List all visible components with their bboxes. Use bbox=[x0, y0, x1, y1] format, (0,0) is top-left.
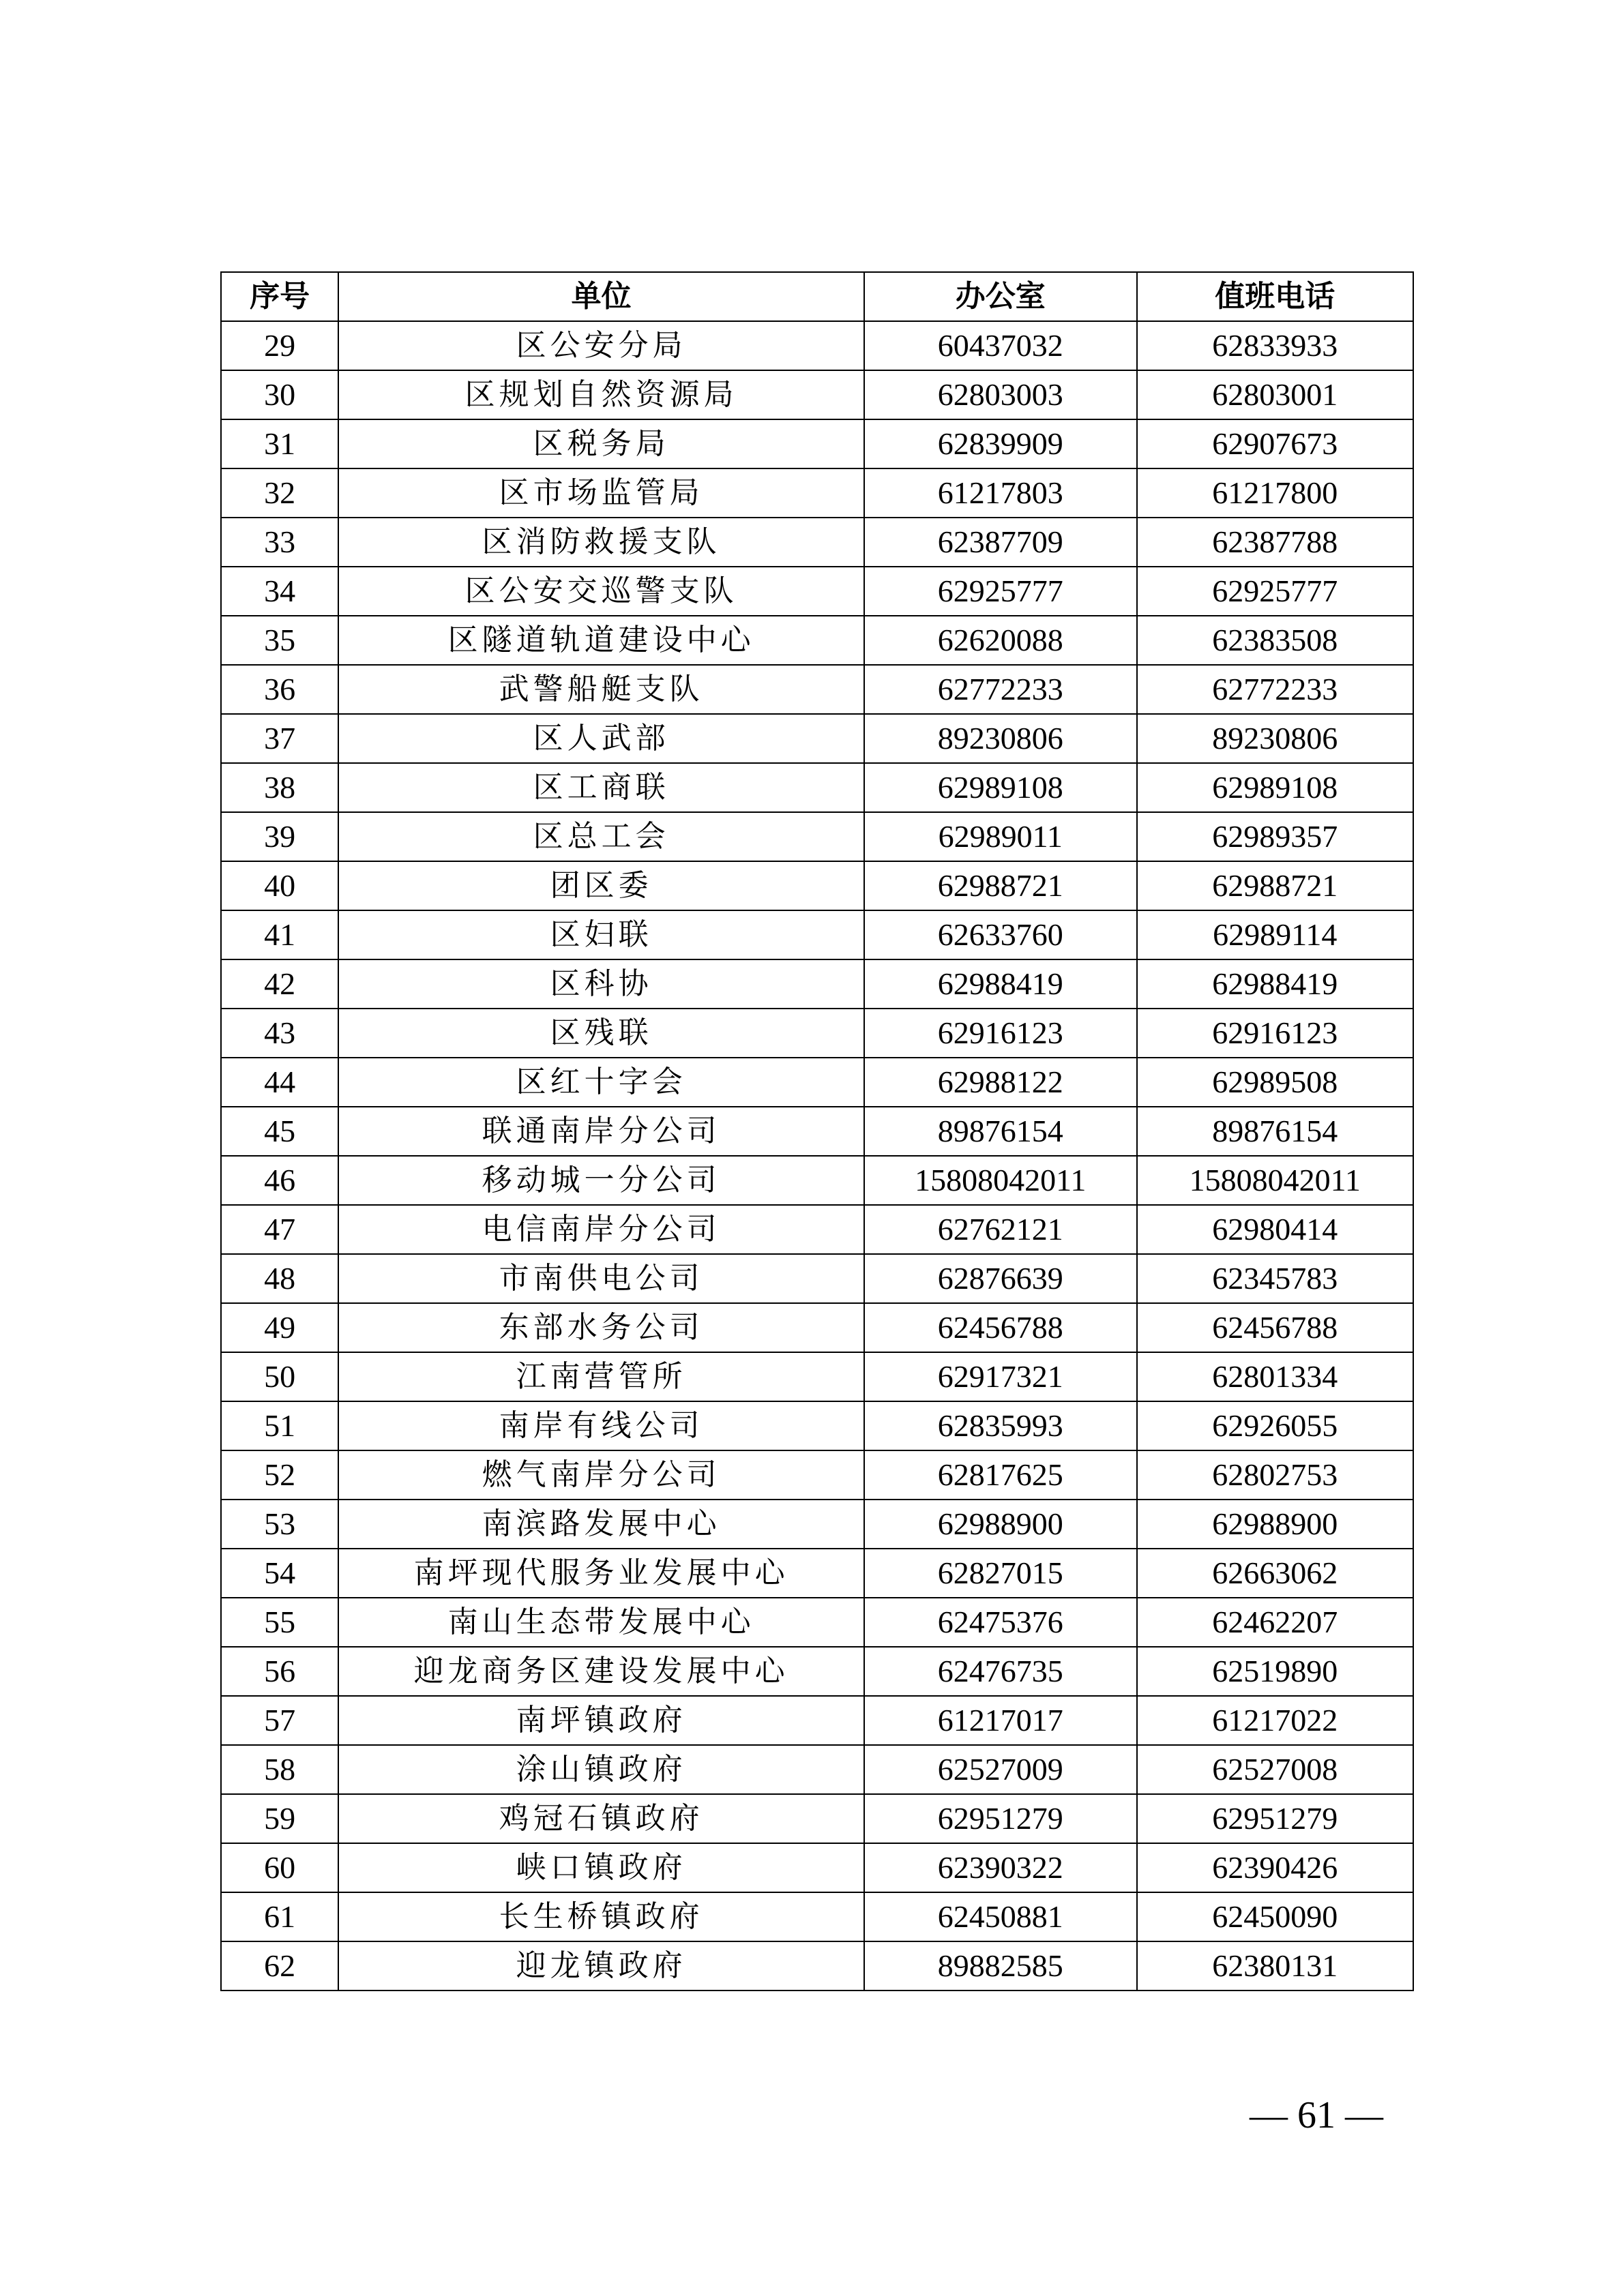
cell-duty-phone: 62833933 bbox=[1137, 321, 1413, 370]
cell-seq: 42 bbox=[221, 959, 338, 1009]
cell-unit: 迎龙镇政府 bbox=[338, 1941, 864, 1991]
cell-office-phone: 89876154 bbox=[864, 1107, 1136, 1156]
cell-office-phone: 62803003 bbox=[864, 370, 1136, 419]
cell-office-phone: 62839909 bbox=[864, 419, 1136, 468]
cell-unit: 长生桥镇政府 bbox=[338, 1892, 864, 1941]
cell-unit: 峡口镇政府 bbox=[338, 1843, 864, 1892]
cell-office-phone: 62476735 bbox=[864, 1647, 1136, 1696]
cell-seq: 33 bbox=[221, 518, 338, 567]
cell-office-phone: 62951279 bbox=[864, 1794, 1136, 1843]
cell-office-phone: 62835993 bbox=[864, 1401, 1136, 1450]
cell-office-phone: 62988721 bbox=[864, 861, 1136, 910]
cell-duty-phone: 62916123 bbox=[1137, 1009, 1413, 1058]
contact-table bbox=[220, 271, 1414, 1991]
cell-seq: 40 bbox=[221, 861, 338, 910]
table-row bbox=[221, 370, 1413, 419]
cell-seq: 61 bbox=[221, 1892, 338, 1941]
cell-duty-phone: 62989108 bbox=[1137, 763, 1413, 812]
table-row bbox=[221, 1009, 1413, 1058]
cell-seq: 58 bbox=[221, 1745, 338, 1794]
cell-unit: 区公安分局 bbox=[338, 321, 864, 370]
cell-unit: 涂山镇政府 bbox=[338, 1745, 864, 1794]
cell-seq: 30 bbox=[221, 370, 338, 419]
cell-unit: 武警船艇支队 bbox=[338, 665, 864, 714]
cell-seq: 50 bbox=[221, 1352, 338, 1401]
cell-duty-phone: 62989114 bbox=[1137, 910, 1413, 959]
table-row bbox=[221, 1205, 1413, 1254]
table-row bbox=[221, 1843, 1413, 1892]
cell-unit: 区红十字会 bbox=[338, 1058, 864, 1107]
cell-office-phone: 62762121 bbox=[864, 1205, 1136, 1254]
cell-unit: 迎龙商务区建设发展中心 bbox=[338, 1647, 864, 1696]
cell-duty-phone: 62926055 bbox=[1137, 1401, 1413, 1450]
cell-office-phone: 62817625 bbox=[864, 1450, 1136, 1500]
cell-unit: 区妇联 bbox=[338, 910, 864, 959]
cell-seq: 34 bbox=[221, 567, 338, 616]
cell-duty-phone: 62456788 bbox=[1137, 1303, 1413, 1352]
cell-duty-phone: 62801334 bbox=[1137, 1352, 1413, 1401]
cell-duty-phone: 62951279 bbox=[1137, 1794, 1413, 1843]
cell-seq: 53 bbox=[221, 1500, 338, 1549]
cell-duty-phone: 62390426 bbox=[1137, 1843, 1413, 1892]
cell-seq: 39 bbox=[221, 812, 338, 861]
table-row bbox=[221, 861, 1413, 910]
cell-unit: 东部水务公司 bbox=[338, 1303, 864, 1352]
header-seq: 序号 bbox=[221, 272, 338, 321]
cell-duty-phone: 61217800 bbox=[1137, 468, 1413, 518]
cell-seq: 38 bbox=[221, 763, 338, 812]
cell-duty-phone: 62450090 bbox=[1137, 1892, 1413, 1941]
cell-duty-phone: 15808042011 bbox=[1137, 1156, 1413, 1205]
cell-seq: 47 bbox=[221, 1205, 338, 1254]
cell-unit: 市南供电公司 bbox=[338, 1254, 864, 1303]
cell-office-phone: 60437032 bbox=[864, 321, 1136, 370]
table-row bbox=[221, 419, 1413, 468]
cell-duty-phone: 62772233 bbox=[1137, 665, 1413, 714]
cell-unit: 鸡冠石镇政府 bbox=[338, 1794, 864, 1843]
cell-duty-phone: 62989508 bbox=[1137, 1058, 1413, 1107]
cell-seq: 35 bbox=[221, 616, 338, 665]
cell-office-phone: 15808042011 bbox=[864, 1156, 1136, 1205]
cell-seq: 44 bbox=[221, 1058, 338, 1107]
cell-office-phone: 62450881 bbox=[864, 1892, 1136, 1941]
cell-seq: 56 bbox=[221, 1647, 338, 1696]
table-row bbox=[221, 1892, 1413, 1941]
cell-duty-phone: 62345783 bbox=[1137, 1254, 1413, 1303]
cell-office-phone: 62456788 bbox=[864, 1303, 1136, 1352]
table-header bbox=[221, 272, 1413, 321]
cell-unit: 区隧道轨道建设中心 bbox=[338, 616, 864, 665]
cell-unit: 移动城一分公司 bbox=[338, 1156, 864, 1205]
cell-office-phone: 62916123 bbox=[864, 1009, 1136, 1058]
cell-office-phone: 62988122 bbox=[864, 1058, 1136, 1107]
cell-office-phone: 61217803 bbox=[864, 468, 1136, 518]
table-row bbox=[221, 1696, 1413, 1745]
cell-duty-phone: 62907673 bbox=[1137, 419, 1413, 468]
cell-duty-phone: 62519890 bbox=[1137, 1647, 1413, 1696]
header-duty: 值班电话 bbox=[1137, 272, 1413, 321]
cell-duty-phone: 62989357 bbox=[1137, 812, 1413, 861]
cell-unit: 电信南岸分公司 bbox=[338, 1205, 864, 1254]
cell-seq: 29 bbox=[221, 321, 338, 370]
cell-unit: 联通南岸分公司 bbox=[338, 1107, 864, 1156]
cell-unit: 南岸有线公司 bbox=[338, 1401, 864, 1450]
cell-duty-phone: 89230806 bbox=[1137, 714, 1413, 763]
cell-unit: 南坪镇政府 bbox=[338, 1696, 864, 1745]
cell-seq: 57 bbox=[221, 1696, 338, 1745]
cell-seq: 49 bbox=[221, 1303, 338, 1352]
cell-office-phone: 62988900 bbox=[864, 1500, 1136, 1549]
cell-office-phone: 62876639 bbox=[864, 1254, 1136, 1303]
cell-unit: 区消防救援支队 bbox=[338, 518, 864, 567]
table-row bbox=[221, 1549, 1413, 1598]
cell-seq: 51 bbox=[221, 1401, 338, 1450]
cell-seq: 52 bbox=[221, 1450, 338, 1500]
cell-office-phone: 62925777 bbox=[864, 567, 1136, 616]
cell-office-phone: 62917321 bbox=[864, 1352, 1136, 1401]
table-row bbox=[221, 518, 1413, 567]
cell-seq: 60 bbox=[221, 1843, 338, 1892]
cell-duty-phone: 62802753 bbox=[1137, 1450, 1413, 1500]
cell-office-phone: 62988419 bbox=[864, 959, 1136, 1009]
cell-office-phone: 62390322 bbox=[864, 1843, 1136, 1892]
table-row bbox=[221, 1058, 1413, 1107]
table-row bbox=[221, 468, 1413, 518]
table-row bbox=[221, 812, 1413, 861]
table-row bbox=[221, 1303, 1413, 1352]
table-row bbox=[221, 1450, 1413, 1500]
cell-office-phone: 89882585 bbox=[864, 1941, 1136, 1991]
header-row bbox=[221, 272, 1413, 321]
cell-office-phone: 89230806 bbox=[864, 714, 1136, 763]
cell-unit: 南滨路发展中心 bbox=[338, 1500, 864, 1549]
cell-seq: 37 bbox=[221, 714, 338, 763]
header-office: 办公室 bbox=[864, 272, 1136, 321]
cell-office-phone: 62387709 bbox=[864, 518, 1136, 567]
table-row bbox=[221, 1598, 1413, 1647]
cell-unit: 江南营管所 bbox=[338, 1352, 864, 1401]
table-row bbox=[221, 1745, 1413, 1794]
cell-duty-phone: 62527008 bbox=[1137, 1745, 1413, 1794]
table-row bbox=[221, 665, 1413, 714]
cell-duty-phone: 89876154 bbox=[1137, 1107, 1413, 1156]
cell-unit: 南坪现代服务业发展中心 bbox=[338, 1549, 864, 1598]
cell-office-phone: 62772233 bbox=[864, 665, 1136, 714]
cell-office-phone: 62989011 bbox=[864, 812, 1136, 861]
cell-seq: 62 bbox=[221, 1941, 338, 1991]
cell-unit: 南山生态带发展中心 bbox=[338, 1598, 864, 1647]
cell-seq: 55 bbox=[221, 1598, 338, 1647]
table-row bbox=[221, 959, 1413, 1009]
cell-seq: 59 bbox=[221, 1794, 338, 1843]
table-row bbox=[221, 910, 1413, 959]
cell-unit: 区科协 bbox=[338, 959, 864, 1009]
cell-unit: 区市场监管局 bbox=[338, 468, 864, 518]
table-body bbox=[221, 321, 1413, 1991]
cell-office-phone: 61217017 bbox=[864, 1696, 1136, 1745]
table-row bbox=[221, 1254, 1413, 1303]
cell-duty-phone: 62988721 bbox=[1137, 861, 1413, 910]
cell-unit: 团区委 bbox=[338, 861, 864, 910]
cell-seq: 43 bbox=[221, 1009, 338, 1058]
table-row bbox=[221, 1352, 1413, 1401]
table-row bbox=[221, 616, 1413, 665]
cell-seq: 36 bbox=[221, 665, 338, 714]
table-row bbox=[221, 1156, 1413, 1205]
cell-unit: 区残联 bbox=[338, 1009, 864, 1058]
cell-duty-phone: 62925777 bbox=[1137, 567, 1413, 616]
table-row bbox=[221, 1107, 1413, 1156]
table-row bbox=[221, 1941, 1413, 1991]
cell-duty-phone: 62387788 bbox=[1137, 518, 1413, 567]
cell-office-phone: 62475376 bbox=[864, 1598, 1136, 1647]
cell-duty-phone: 62988900 bbox=[1137, 1500, 1413, 1549]
cell-seq: 46 bbox=[221, 1156, 338, 1205]
cell-office-phone: 62989108 bbox=[864, 763, 1136, 812]
cell-duty-phone: 62383508 bbox=[1137, 616, 1413, 665]
cell-unit: 区规划自然资源局 bbox=[338, 370, 864, 419]
table-row bbox=[221, 321, 1413, 370]
table-row bbox=[221, 1500, 1413, 1549]
cell-seq: 32 bbox=[221, 468, 338, 518]
cell-office-phone: 62633760 bbox=[864, 910, 1136, 959]
cell-seq: 48 bbox=[221, 1254, 338, 1303]
header-unit: 单位 bbox=[338, 272, 864, 321]
cell-duty-phone: 62380131 bbox=[1137, 1941, 1413, 1991]
table-row bbox=[221, 1647, 1413, 1696]
cell-seq: 31 bbox=[221, 419, 338, 468]
table-row bbox=[221, 1794, 1413, 1843]
table-row bbox=[221, 763, 1413, 812]
cell-unit: 区人武部 bbox=[338, 714, 864, 763]
cell-seq: 45 bbox=[221, 1107, 338, 1156]
cell-duty-phone: 62988419 bbox=[1137, 959, 1413, 1009]
table-row bbox=[221, 714, 1413, 763]
cell-seq: 41 bbox=[221, 910, 338, 959]
table-row bbox=[221, 567, 1413, 616]
page-number: — 61 — bbox=[1250, 2094, 1383, 2136]
cell-duty-phone: 62803001 bbox=[1137, 370, 1413, 419]
cell-unit: 燃气南岸分公司 bbox=[338, 1450, 864, 1500]
cell-duty-phone: 61217022 bbox=[1137, 1696, 1413, 1745]
cell-office-phone: 62527009 bbox=[864, 1745, 1136, 1794]
cell-unit: 区总工会 bbox=[338, 812, 864, 861]
cell-unit: 区公安交巡警支队 bbox=[338, 567, 864, 616]
cell-office-phone: 62827015 bbox=[864, 1549, 1136, 1598]
cell-unit: 区税务局 bbox=[338, 419, 864, 468]
cell-duty-phone: 62663062 bbox=[1137, 1549, 1413, 1598]
cell-office-phone: 62620088 bbox=[864, 616, 1136, 665]
table-row bbox=[221, 1401, 1413, 1450]
cell-seq: 54 bbox=[221, 1549, 338, 1598]
cell-unit: 区工商联 bbox=[338, 763, 864, 812]
cell-duty-phone: 62980414 bbox=[1137, 1205, 1413, 1254]
cell-duty-phone: 62462207 bbox=[1137, 1598, 1413, 1647]
